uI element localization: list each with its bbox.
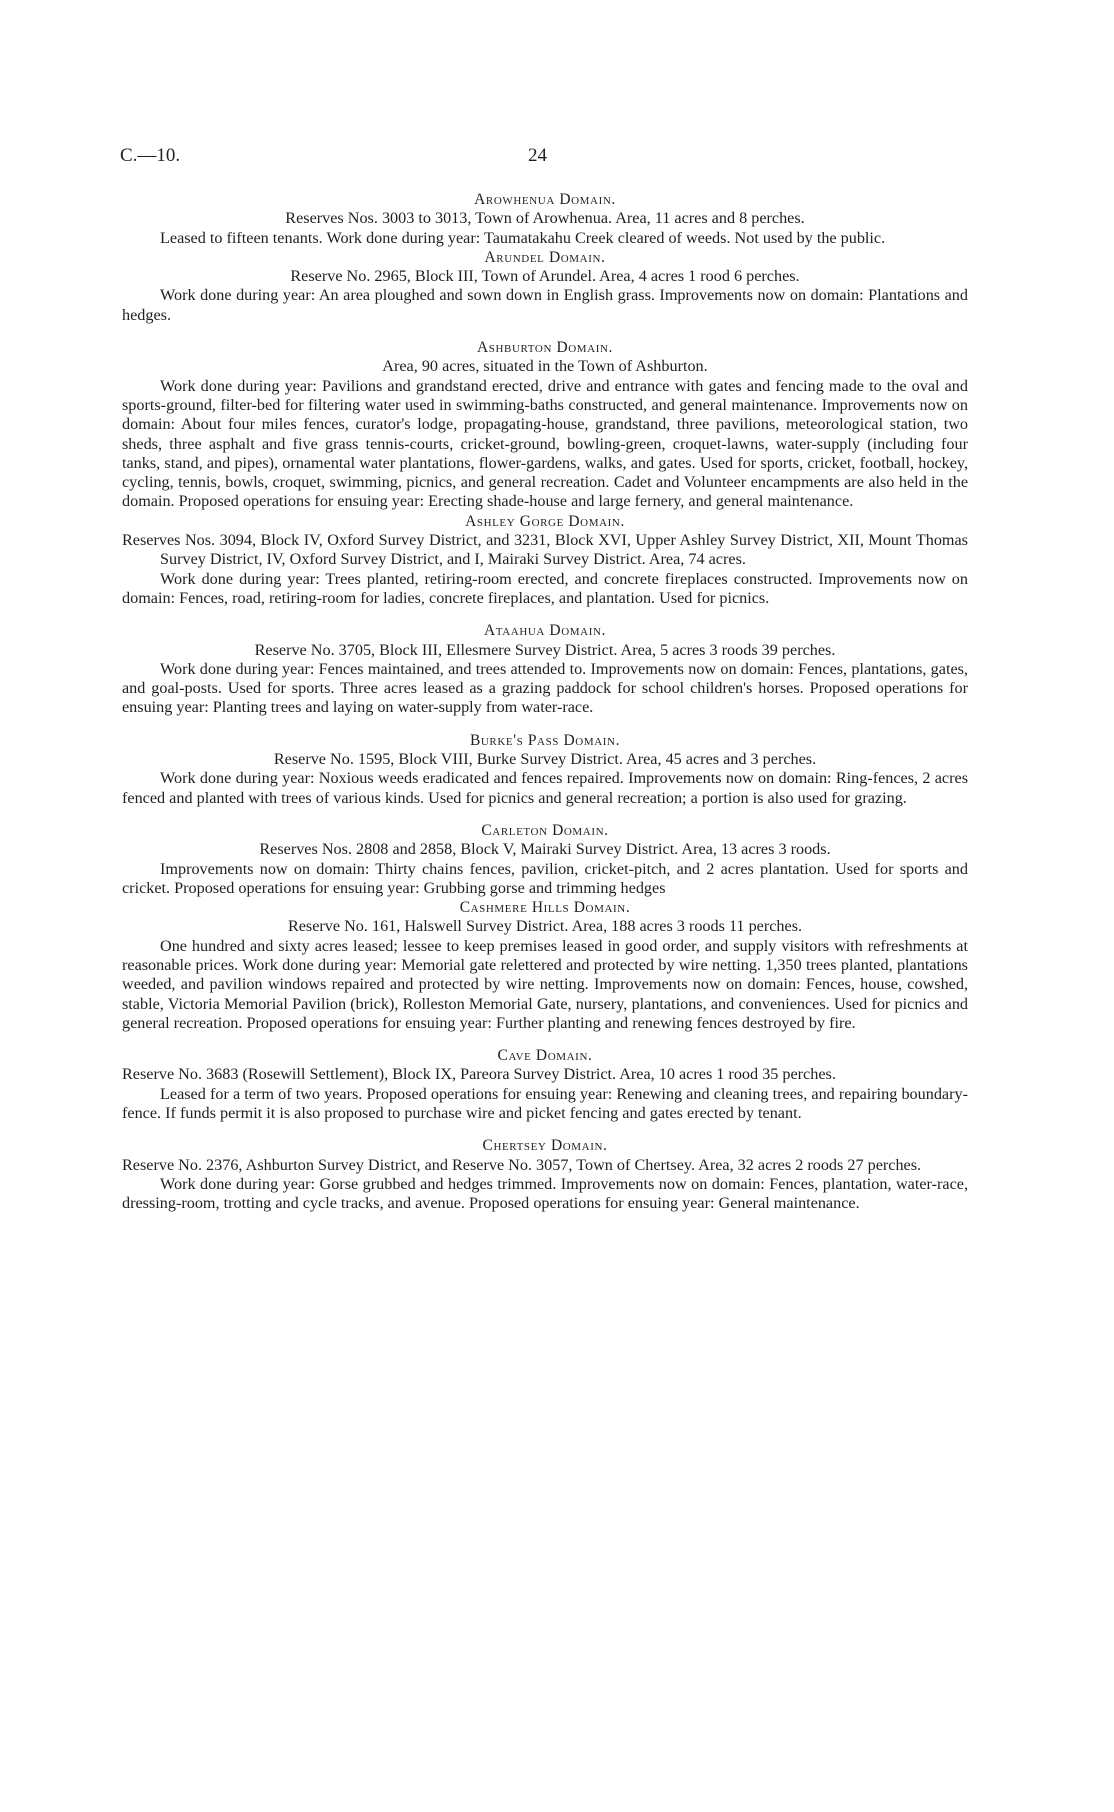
section-heading: Cave Domain. [497,1047,593,1065]
reserve-line: Reserve No. 3705, Block III, Ellesmere Survey District. Area, 5 acres 3 roods 39 perches. [254,640,836,659]
paragraph: Work done during year: Pavilions and grandstand erected, drive and entrance with gates and fencing made to the oval and sports-ground, filter-bed for filtering water used in swimming-baths constructed, and general maintenance. Improvements now on domain: About four miles fences, curator's lodge, propagating-house, grandstand, three pavilions, meteorological station, two sheds, three asphalt and five grass tennis-courts, cricket-ground, bowling-green, croquet-lawns, water-supply (including four tanks, stand, and pipes), ornamental water plantations, flower-gardens, walks, and gates. Used for sports, cricket, football, hockey, cycling, tennis, bowls, croquet, swimming, picnics, and general recreation. Cadet and Volunteer encampments are also held in the domain. Proposed operations for ensuing year: Erecting shade-house and large fernery, and general maintenance. [122,376,968,511]
section-heading: Ashley Gorge Domain. [465,512,625,530]
paragraph: Work done during year: Trees planted, retiring-room erected, and concrete fireplaces constructed. Improvements now on domain: Fences, road, retiring-room for ladies, concrete fireplaces, and plantation. Used for picnics. [122,569,968,607]
reserve-line: Reserve No. 1595, Block VIII, Burke Survey District. Area, 45 acres and 3 perches. [273,750,817,769]
reserve-line: Reserve No. 161, Halswell Survey District. Area, 188 acres 3 roods 11 perches. [287,917,803,936]
section-heading: Arundel Domain. [484,248,606,266]
section-heading: Arowhenua Domain. [474,191,616,208]
reserve-line: Reserve No. 2965, Block III, Town of Arundel. Area, 4 acres 1 rood 6 perches. [290,267,800,286]
paragraph: Leased for a term of two years. Proposed operations for ensuing year: Renewing and cleaning trees, and repairing boundary-fence. If funds permit it is also proposed to purchase wire and picket fencing and gates erected by tenant. [122,1084,968,1123]
reserve-line: Reserves Nos. 2808 and 2858, Block V, Mairaki Survey District. Area, 13 acres 3 roods. [259,840,831,859]
paragraph: Improvements now on domain: Thirty chains fences, pavilion, cricket-pitch, and 2 acres plantation. Used for sports and cricket. Proposed operations for ensuing year: Grubbing gorse and trimming hedges [122,859,968,897]
section-heading: Ataahua Domain. [484,622,606,640]
paragraph: Work done during year: Gorse grubbed and hedges trimmed. Improvements now on domain: Fences, plantation, water-race, dressing-room, trotting and cycle tracks, and avenue. Proposed operations for ensuing year: General maintenance. [122,1174,968,1213]
section-heading: Burke's Pass Domain. [469,731,621,749]
running-header [120,145,547,166]
reserve-line: Reserves Nos. 3094, Block IV, Oxford Survey District, and 3231, Block XVI, Upper Ashley Survey District, XII, Mount Thomas Survey District, IV, Oxford Survey District, and I, Mairaki Survey District. Area, 74 acres. [122,531,968,569]
reserve-line: Area, 90 acres, situated in the Town of Ashburton. [382,357,708,376]
reserve-line: Reserve No. 2376, Ashburton Survey District, and Reserve No. 3057, Town of Chertsey. Area, 32 acres 2 roods 27 perches. [122,1155,922,1174]
section-heading: Carleton Domain. [481,821,609,839]
document-reference: C.—10. [120,145,181,166]
section-heading: Ashburton Domain. [476,339,614,357]
section-heading: Chertsey Domain. [482,1137,608,1155]
paragraph: Leased to fifteen tenants. Work done during year: Taumatakahu Creek cleared of weeds. Not used by the public. [160,228,886,247]
page-number: 24 [528,145,547,166]
reserve-line: Reserve No. 3683 (Rosewill Settlement), Block IX, Pareora Survey District. Area, 10 acres 1 rood 35 perches. [122,1065,836,1084]
paragraph: Work done during year: An area ploughed and sown down in English grass. Improvements now on domain: Plantations and hedges. [122,286,968,324]
document-body [122,190,968,1214]
paragraph: One hundred and sixty acres leased; lessee to keep premises leased in good order, and supply visitors with refreshments at reasonable prices. Work done during year: Memorial gate relettered and protected by wire netting. 1,350 trees planted, plantations weeded, and pavilion windows repaired and protected by wire netting. Improvements now on domain: Fences, house, cowshed, stable, Victoria Memorial Pavilion (brick), Rolleston Memorial Gate, nursery, plantations, and conveniences. Used for picnics and general recreation. Proposed operations for ensuing year: Further planting and renewing fences destroyed by fire. [122,936,968,1032]
paragraph: Work done during year: Noxious weeds eradicated and fences repaired. Improvements now on domain: Ring-fences, 2 acres fenced and planted with trees of various kinds. Used for picnics and general recreation; a portion is also used for grazing. [122,769,968,807]
reserve-line: Reserves Nos. 3003 to 3013, Town of Arowhenua. Area, 11 acres and 8 perches. [285,209,805,228]
paragraph: Work done during year: Fences maintained, and trees attended to. Improvements now on domain: Fences, plantations, gates, and goal-posts. Used for sports. Three acres leased as a grazing paddock for school children's horses. Proposed operations for ensuing year: Planting trees and laying on water-supply from water-race. [122,659,968,717]
section-heading: Cashmere Hills Domain. [459,899,631,917]
